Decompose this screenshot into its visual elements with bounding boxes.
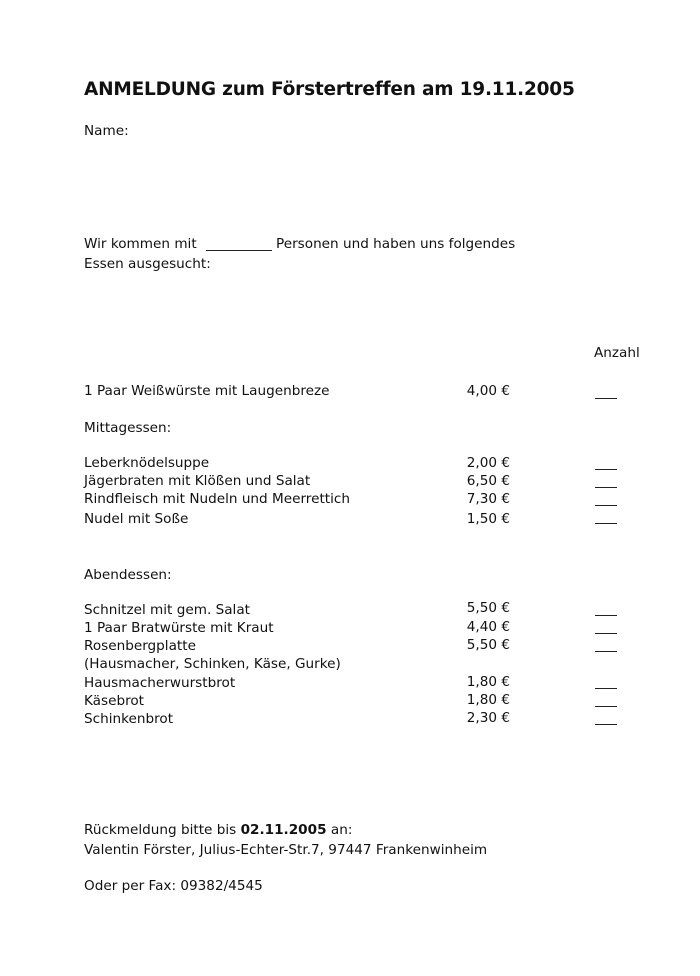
dinner-quantity-blank[interactable] [595,615,617,616]
lunch-item-price: 2,00 € [466,455,510,471]
lunch-item-name: Rindfleisch mit Nudeln und Meerrettich [84,491,350,507]
lunch-quantity-blank[interactable] [595,523,617,524]
dinner-item-price: 2,30 € [466,710,510,726]
dinner-item-price: 5,50 € [466,637,510,653]
dinner-item-name: Schnitzel mit gem. Salat [84,602,250,618]
dinner-item-name: Käsebrot [84,693,145,709]
lunch-item-name: Nudel mit Soße [84,511,189,527]
reply-prefix: Rückmeldung bitte bis [84,822,237,838]
dinner-quantity-blank[interactable] [595,724,617,725]
reply-deadline: 02.11.2005 [240,822,327,838]
name-label: Name: [84,123,129,139]
persons-blank-line[interactable] [206,250,272,251]
dinner-item-name: Hausmacherwurstbrot [84,675,236,691]
dinner-heading: Abendessen: [84,567,172,583]
anzahl-header: Anzahl [594,345,640,361]
fax-line: Oder per Fax: 09382/4545 [84,878,263,894]
intro-line2: Essen ausgesucht: [84,256,211,272]
dinner-quantity-blank[interactable] [595,651,617,652]
lunch-quantity-blank[interactable] [595,505,617,506]
dinner-quantity-blank[interactable] [595,633,617,634]
dinner-quantity-blank[interactable] [595,688,617,689]
lunch-heading: Mittagessen: [84,420,172,436]
dinner-quantity-blank[interactable] [595,706,617,707]
reply-suffix: an: [330,822,353,838]
breakfast-item-price: 4,00 € [466,383,510,399]
lunch-item-price: 6,50 € [466,473,510,489]
page-title: ANMELDUNG zum Förstertreffen am 19.11.2005 [84,79,575,100]
dinner-item-price: 1,80 € [466,692,510,708]
breakfast-quantity-blank[interactable] [595,398,617,399]
dinner-item-name: Rosenbergplatte [84,638,196,654]
breakfast-item-name: 1 Paar Weißwürste mit Laugenbreze [84,383,330,399]
reply-address: Valentin Förster, Julius-Echter-Str.7, 97447 Frankenwinheim [84,842,488,858]
lunch-item-name: Jägerbraten mit Klößen und Salat [84,473,311,489]
dinner-item-price: 1,80 € [466,674,510,690]
dinner-item-price: 4,40 € [466,619,510,635]
lunch-quantity-blank[interactable] [595,469,617,470]
lunch-item-price: 7,30 € [466,491,510,507]
dinner-item-name: 1 Paar Bratwürste mit Kraut [84,620,274,636]
lunch-quantity-blank[interactable] [595,487,617,488]
lunch-item-name: Leberknödelsuppe [84,455,210,471]
dinner-item-name: Schinkenbrot [84,711,174,727]
dinner-item-note: (Hausmacher, Schinken, Käse, Gurke) [84,656,341,672]
intro-part1: Wir kommen mit [84,236,197,252]
reply-line [84,822,352,838]
intro-part2: Personen und haben uns folgendes [276,236,516,252]
lunch-item-price: 1,50 € [466,511,510,527]
dinner-item-price: 5,50 € [466,600,510,616]
